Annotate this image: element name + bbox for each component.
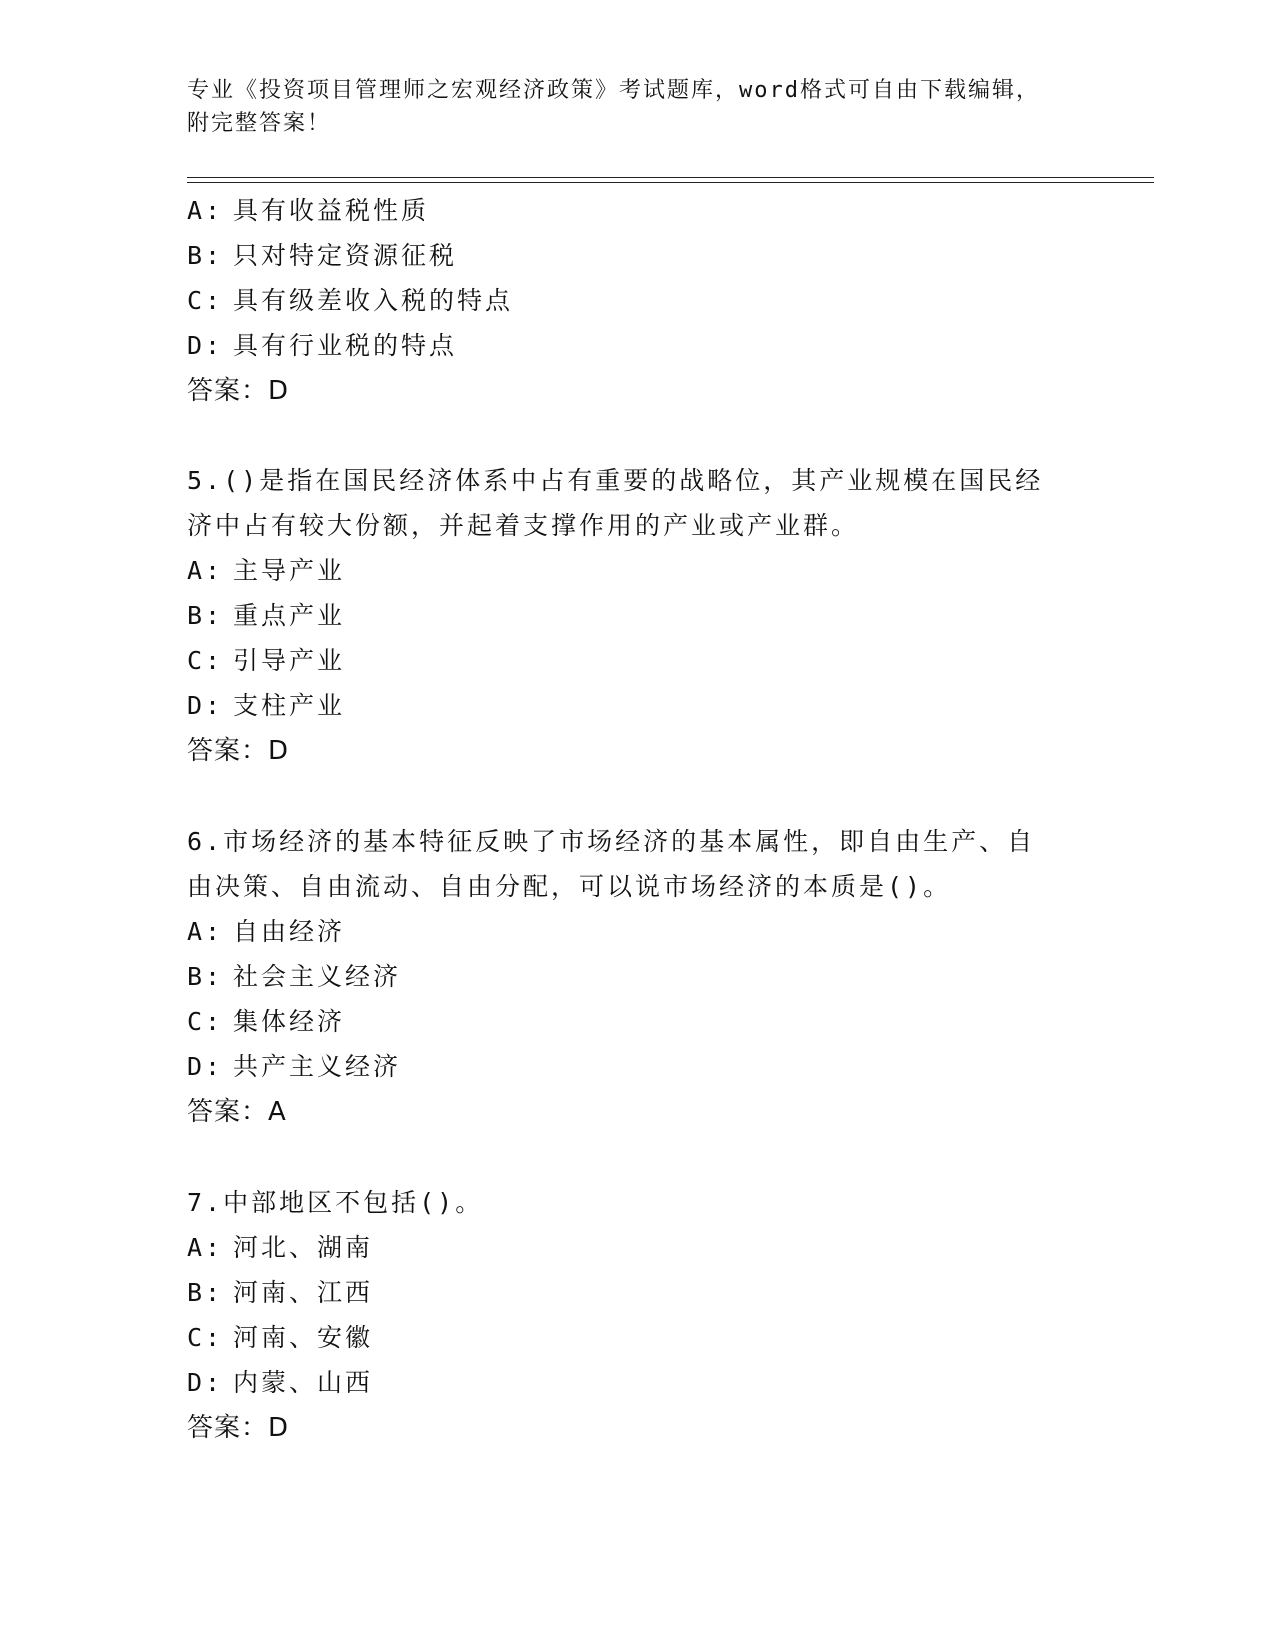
header-line-2: 附完整答案！ xyxy=(187,111,332,136)
option-key: C: xyxy=(187,646,224,675)
option-text: 重点产业 xyxy=(233,601,346,630)
option-text: 具有行业税的特点 xyxy=(233,331,458,360)
header-divider-top xyxy=(187,177,1154,178)
option-key: A: xyxy=(187,196,224,225)
option-key: D: xyxy=(187,1052,224,1081)
header-line-1: 专业《投资项目管理师之宏观经济政策》考试题库，word格式可自由下载编辑， xyxy=(187,78,1040,103)
option-key: A: xyxy=(187,1233,224,1262)
q7-option-c xyxy=(187,1321,373,1355)
option-text: 河北、湖南 xyxy=(233,1233,374,1262)
option-text: 内蒙、山西 xyxy=(233,1368,374,1397)
q4-option-a xyxy=(187,194,429,228)
option-key: D: xyxy=(187,331,224,360)
option-key: A: xyxy=(187,556,224,585)
q6-stem-line-2: 由决策、自由流动、自由分配，可以说市场经济的本质是()。 xyxy=(187,872,952,901)
option-key: B: xyxy=(187,962,224,991)
option-text: 引导产业 xyxy=(233,646,346,675)
q5-answer: 答案：D xyxy=(187,736,290,766)
option-key: D: xyxy=(187,1368,224,1397)
q6-option-c xyxy=(187,1005,345,1039)
q7-option-b xyxy=(187,1276,373,1310)
q6-option-a xyxy=(187,915,345,949)
option-key: A: xyxy=(187,917,224,946)
option-key: B: xyxy=(187,1278,224,1307)
q4-answer: 答案：D xyxy=(187,376,290,406)
option-text: 社会主义经济 xyxy=(233,962,402,991)
q7-option-d xyxy=(187,1366,373,1400)
option-text: 河南、江西 xyxy=(233,1278,374,1307)
option-text: 共产主义经济 xyxy=(233,1052,402,1081)
option-text: 主导产业 xyxy=(233,556,346,585)
option-text: 支柱产业 xyxy=(233,691,346,720)
option-text: 具有级差收入税的特点 xyxy=(233,286,514,315)
q6-stem-line-1: 6.市场经济的基本特征反映了市场经济的基本属性，即自由生产、自 xyxy=(187,827,1036,856)
option-key: B: xyxy=(187,601,224,630)
q6-option-d xyxy=(187,1050,401,1084)
q6-option-b xyxy=(187,960,401,994)
q7-option-a xyxy=(187,1231,373,1265)
option-key: B: xyxy=(187,241,224,270)
q5-option-d xyxy=(187,689,345,723)
option-text: 只对特定资源征税 xyxy=(233,241,458,270)
q7-answer: 答案：D xyxy=(187,1413,290,1443)
document-header xyxy=(187,74,1067,140)
q4-option-d xyxy=(187,329,457,363)
q7-stem-line-1: 7.中部地区不包括()。 xyxy=(187,1188,484,1217)
option-key: C: xyxy=(187,1323,224,1352)
option-key: C: xyxy=(187,286,224,315)
option-text: 河南、安徽 xyxy=(233,1323,374,1352)
option-key: C: xyxy=(187,1007,224,1036)
q6-answer: 答案：A xyxy=(187,1097,287,1127)
q5-stem-line-1: 5.()是指在国民经济体系中占有重要的战略位，其产业规模在国民经 xyxy=(187,466,1044,495)
q4-option-c xyxy=(187,284,513,318)
q5-option-b xyxy=(187,599,345,633)
option-text: 集体经济 xyxy=(233,1007,346,1036)
header-divider-bottom xyxy=(187,182,1154,183)
option-key: D: xyxy=(187,691,224,720)
option-text: 自由经济 xyxy=(233,917,346,946)
q5-option-c xyxy=(187,644,345,678)
option-text: 具有收益税性质 xyxy=(233,196,430,225)
q4-option-b xyxy=(187,239,457,273)
q5-option-a xyxy=(187,554,345,588)
q5-stem-line-2: 济中占有较大份额，并起着支撑作用的产业或产业群。 xyxy=(187,511,860,540)
